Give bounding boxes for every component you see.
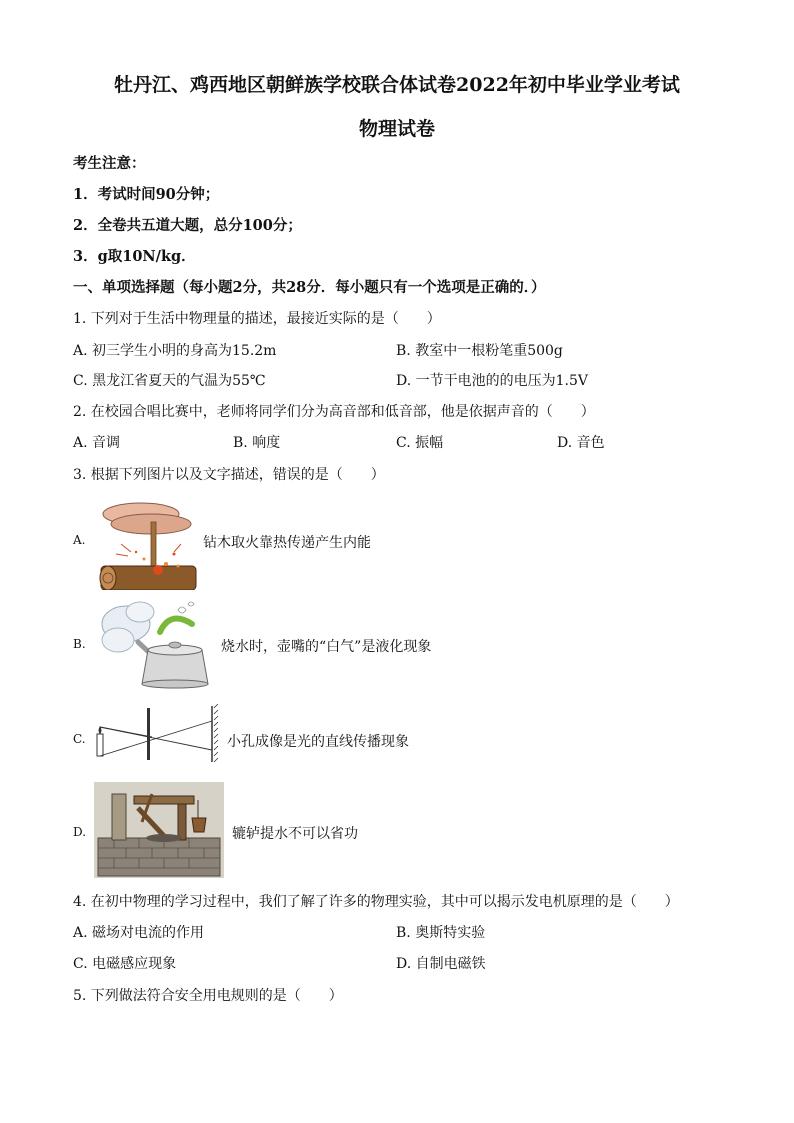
notice-item: 1．考试时间90分钟；: [73, 186, 220, 203]
option-letter: C.: [73, 732, 86, 746]
option-text: 烧水时，壶嘴的“白气”是液化现象: [221, 639, 432, 655]
question-stem: 3. 根据下列图片以及文字描述，错误的是（ ）: [73, 467, 385, 483]
question-stem: 5. 下列做法符合安全用电规则的是（ ）: [73, 988, 343, 1004]
notice-heading: 考生注意：: [73, 155, 146, 172]
kettle-image: [98, 600, 216, 690]
option-text: 小孔成像是光的直线传播现象: [227, 734, 409, 750]
option-c: C. 振幅: [396, 435, 444, 451]
option-letter: D.: [73, 825, 87, 839]
option-d: D. 一节干电池的的电压为1.5V: [396, 373, 589, 389]
option-text: 辘轳提水不可以省功: [232, 826, 358, 842]
question-stem: 4. 在初中物理的学习过程中，我们了解了许多的物理实验，其中可以揭示发电机原理的是（ ）: [73, 894, 679, 910]
pinhole-imaging-diagram: [92, 704, 220, 764]
question-stem: 1. 下列对于生活中物理量的描述，最接近实际的是（ ）: [73, 311, 441, 327]
windlass-well-image: [94, 782, 224, 878]
exam-subtitle: 物理试卷: [358, 118, 435, 140]
option-a: A. 音调: [73, 435, 121, 451]
option-b: B. 响度: [233, 435, 281, 451]
notice-item: 2．全卷共五道大题，总分100分；: [73, 217, 302, 234]
option-letter: A.: [73, 533, 86, 547]
question-stem: 2. 在校园合唱比赛中，老师将同学们分为高音部和低音部，他是依据声音的（ ）: [73, 404, 595, 420]
option-a: A. 初三学生小明的身高为15.2m: [73, 343, 277, 359]
option-text: 钻木取火靠热传递产生内能: [203, 535, 371, 551]
option-d: D. 音色: [557, 435, 605, 451]
option-c: C. 电磁感应现象: [73, 956, 177, 972]
fire-drilling-image: [96, 494, 200, 590]
option-letter: B.: [73, 637, 86, 651]
section-heading: 一、单项选择题（每小题2分，共28分．每小题只有一个选项是正确的．）: [73, 279, 546, 296]
option-c: C. 黑龙江省夏天的气温为55℃: [73, 373, 266, 389]
option-b: B. 教室中一根粉笔重500g: [396, 343, 563, 359]
exam-title: 牡丹江、鸡西地区朝鲜族学校联合体试卷2022年初中毕业学业考试: [114, 74, 680, 96]
option-d: D. 自制电磁铁: [396, 956, 486, 972]
notice-item: 3．g取10N/kg．: [73, 248, 196, 265]
option-a: A. 磁场对电流的作用: [73, 925, 205, 941]
option-b: B. 奥斯特实验: [396, 925, 486, 941]
